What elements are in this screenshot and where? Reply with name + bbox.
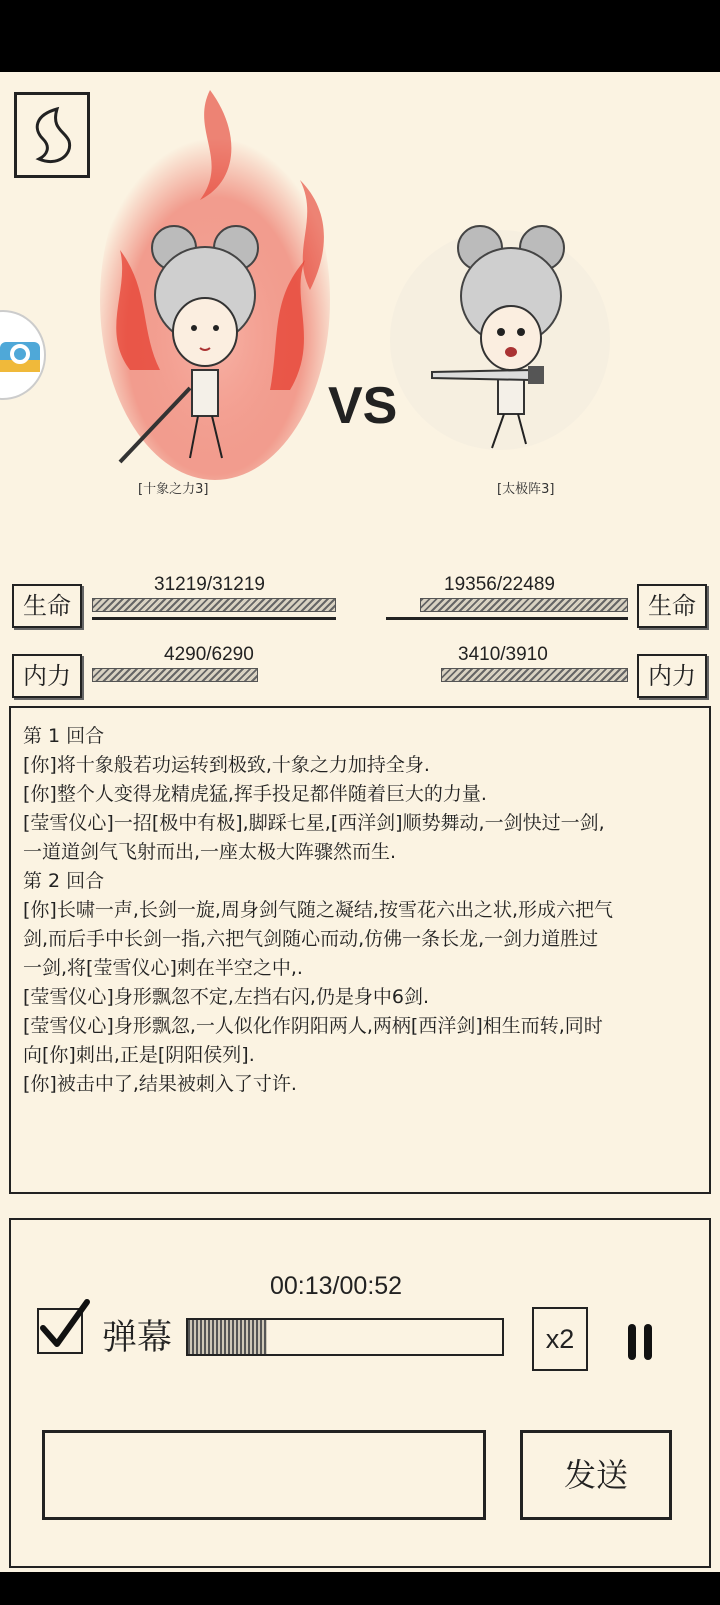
right-hp-line: [386, 617, 628, 620]
left-hp-line: [92, 617, 336, 620]
log-line: 剑,而后手中长剑一指,六把气剑随心而动,仿佛一条长龙,一剑力道胜过: [23, 928, 599, 950]
pause-icon-bar: [644, 1324, 652, 1360]
left-hp-label: 生命: [12, 584, 82, 628]
pause-button[interactable]: [628, 1324, 654, 1360]
chat-input[interactable]: [42, 1430, 486, 1520]
log-line: 第 2 回合: [23, 870, 105, 892]
left-fighter-figure: [90, 70, 340, 490]
battle-log[interactable]: [9, 706, 711, 1194]
status-bar: [0, 0, 720, 72]
right-hp-fill: [420, 598, 628, 612]
log-line: [莹雪仪心]一招[极中有极],脚踩七星,[西洋剑]顺势舞动,一剑快过一剑,: [23, 812, 605, 834]
log-line: [你]整个人变得龙精虎猛,挥手投足都伴随着巨大的力量.: [23, 783, 487, 805]
left-hp-value: 31219/31219: [154, 574, 265, 595]
right-fighter-figure: [380, 200, 620, 500]
log-line: [你]将十象般若功运转到极致,十象之力加持全身.: [23, 754, 430, 776]
right-hp-bar: [386, 598, 628, 612]
log-line: 一剑,将[莹雪仪心]刺在半空之中,.: [23, 957, 303, 979]
floating-badge[interactable]: [0, 310, 46, 400]
right-mp-fill: [441, 668, 628, 682]
left-hp-bar: [92, 598, 336, 612]
playback-progress-fill: [188, 1320, 267, 1354]
pause-icon: [628, 1324, 636, 1360]
left-mp-bar: [92, 668, 336, 682]
app-badge-icon: [0, 312, 48, 402]
left-mp-label: 内力: [12, 654, 82, 698]
log-line: [你]长啸一声,长剑一旋,周身剑气随之凝结,按雪花六出之状,形成六把气: [23, 899, 613, 921]
log-line: [莹雪仪心]身形飘忽,一人似化作阴阳两人,两柄[西洋剑]相生而转,同时: [23, 1015, 603, 1037]
right-fighter: [380, 200, 620, 500]
left-fighter-label: [十象之力3]: [138, 482, 209, 497]
navigation-bar: [0, 1572, 720, 1605]
log-line: 第 1 回合: [23, 725, 105, 747]
danmu-checkbox[interactable]: [37, 1308, 83, 1354]
playback-progress[interactable]: [186, 1318, 504, 1356]
danmu-label: 弹幕: [102, 1318, 173, 1358]
back-button[interactable]: [14, 92, 90, 178]
playback-time: 00:13/00:52: [270, 1272, 403, 1300]
log-line: [莹雪仪心]身形飘忽不定,左挡右闪,仍是身中6剑.: [23, 986, 430, 1008]
log-line: 向[你]刺出,正是[阴阳侯列].: [23, 1044, 255, 1066]
right-fighter-label: [太极阵3]: [497, 482, 555, 497]
right-hp-label: 生命: [637, 584, 707, 628]
right-mp-value: 3410/3910: [458, 644, 548, 665]
speed-button[interactable]: x2: [532, 1307, 588, 1371]
send-button[interactable]: 发送: [520, 1430, 672, 1520]
log-line: [你]被击中了,结果被刺入了寸许.: [23, 1073, 297, 1095]
right-mp-label: 内力: [637, 654, 707, 698]
vs-label: VS: [328, 377, 398, 435]
log-line: 一道道剑气飞射而出,一座太极大阵骤然而生.: [23, 841, 397, 863]
left-fighter: [90, 70, 340, 490]
left-hp-fill: [92, 598, 336, 612]
right-hp-value: 19356/22489: [444, 574, 555, 595]
right-mp-bar: [414, 668, 628, 682]
left-mp-fill: [92, 668, 258, 682]
checkmark-icon: [35, 1294, 95, 1354]
battle-log-lines: [23, 722, 697, 1099]
back-arrow-icon: [17, 95, 87, 175]
left-mp-value: 4290/6290: [164, 644, 254, 665]
